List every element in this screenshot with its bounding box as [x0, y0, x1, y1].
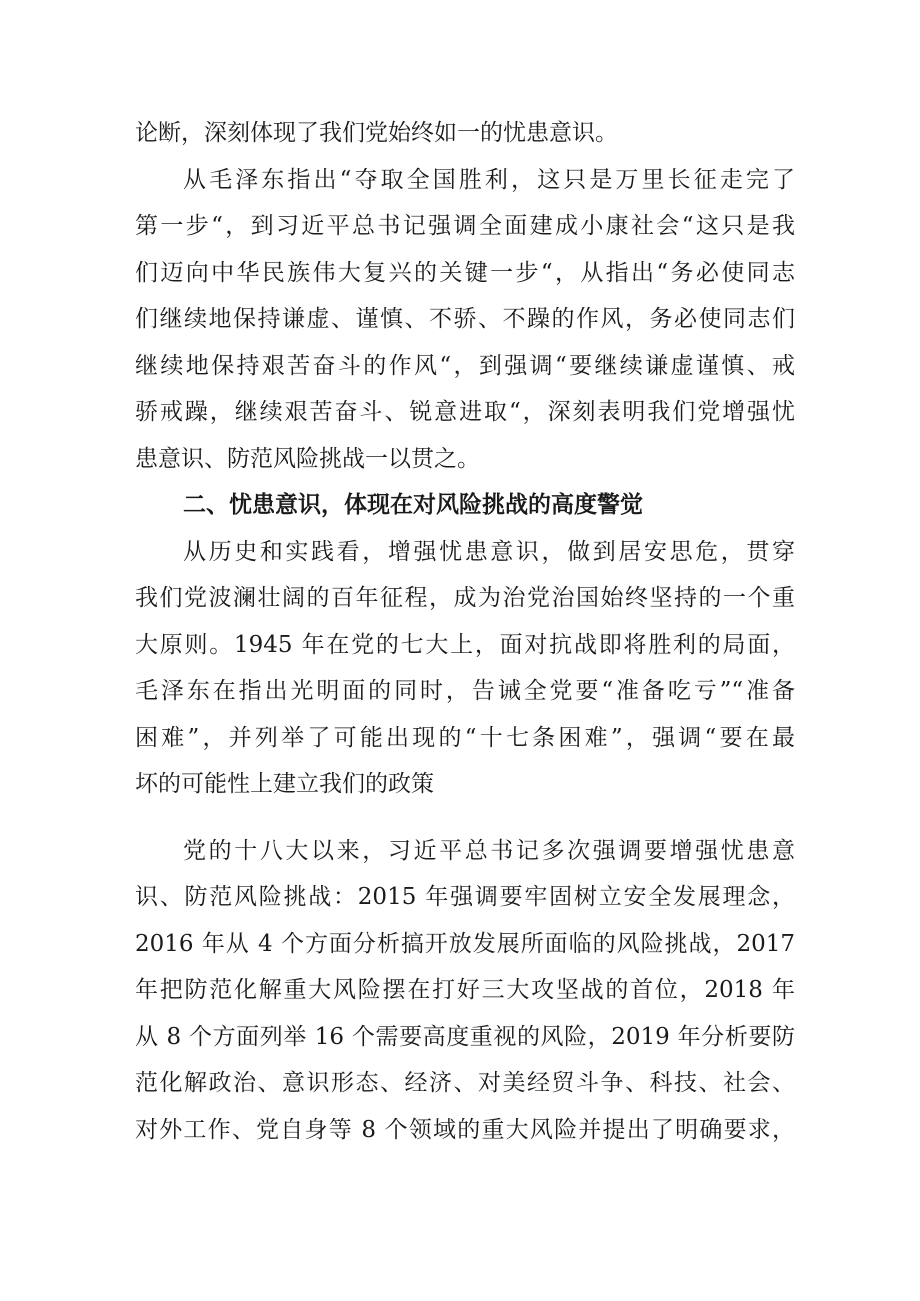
paragraph-3-line-5: 困难”，并列举了可能出现的“十七条困难”，强调“要在最 — [135, 724, 795, 751]
paragraph-2-line-5: 继续地保持艰苦奋斗的作风“，到强调“要继续谦虚谨慎、戒 — [135, 352, 795, 379]
paragraph-2-line-1: 从毛泽东指出“夺取全国胜利，这只是万里长征走完了 — [183, 166, 795, 193]
section-heading: 二、忧患意识，体现在对风险挑战的高度警觉 — [183, 492, 643, 518]
paragraph-4-line-7: 对外工作、党自身等 8 个领域的重大风险并提出了明确要求， — [135, 1116, 795, 1143]
paragraph-3-line-6: 坏的可能性上建立我们的政策 — [135, 771, 434, 797]
paragraph-2-line-7: 患意识、防范风险挑战一以贯之。 — [135, 445, 480, 472]
paragraph-4-line-6: 范化解政治、意识形态、经济、对美经贸斗争、科技、社会、 — [135, 1070, 795, 1096]
paragraph-4-line-1: 党的十八大以来，习近平总书记多次强调要增强忧患意 — [183, 837, 795, 864]
paragraph-gap — [135, 808, 795, 828]
paragraph-3-line-3: 大原则。1945 年在党的七大上，面对抗战即将胜利的局面， — [135, 631, 795, 658]
paragraph-4-line-5: 从 8 个方面列举 16 个需要高度重视的风险，2019 年分析要防 — [135, 1023, 795, 1050]
paragraph-3-line-1: 从历史和实践看，增强忧患意识，做到居安思危，贯穿 — [183, 538, 795, 565]
paragraph-1-line-1: 论断，深刻体现了我们党始终如一的忧患意识。 — [135, 120, 618, 146]
paragraph-2-line-4: 们继续地保持谦虚、谨慎、不骄、不躁的作风，务必使同志们 — [135, 306, 795, 332]
paragraph-2-line-2: 第一步“，到习近平总书记强调全面建成小康社会“这只是我 — [135, 213, 795, 239]
paragraph-3-line-2: 我们党波澜壮阔的百年征程，成为治党治国始终坚持的一个重 — [135, 585, 795, 611]
paragraph-3-line-4: 毛泽东在指出光明面的同时，告诫全党要“准备吃亏”“准备 — [135, 678, 795, 704]
paragraph-4-line-4: 年把防范化解重大风险摆在打好三大攻坚战的首位，2018 年 — [135, 977, 795, 1003]
document-body — [135, 110, 795, 1153]
paragraph-2-line-3: 们迈向中华民族伟大复兴的关键一步“，从指出“务必使同志 — [135, 259, 795, 286]
paragraph-2-line-6: 骄戒躁，继续艰苦奋斗、锐意进取“，深刻表明我们党增强忧 — [135, 399, 795, 425]
paragraph-4-line-3: 2016 年从 4 个方面分析搞开放发展所面临的风险挑战，2017 — [135, 930, 795, 957]
paragraph-4-line-2: 识、防范风险挑战：2015 年强调要牢固树立安全发展理念， — [135, 884, 795, 910]
